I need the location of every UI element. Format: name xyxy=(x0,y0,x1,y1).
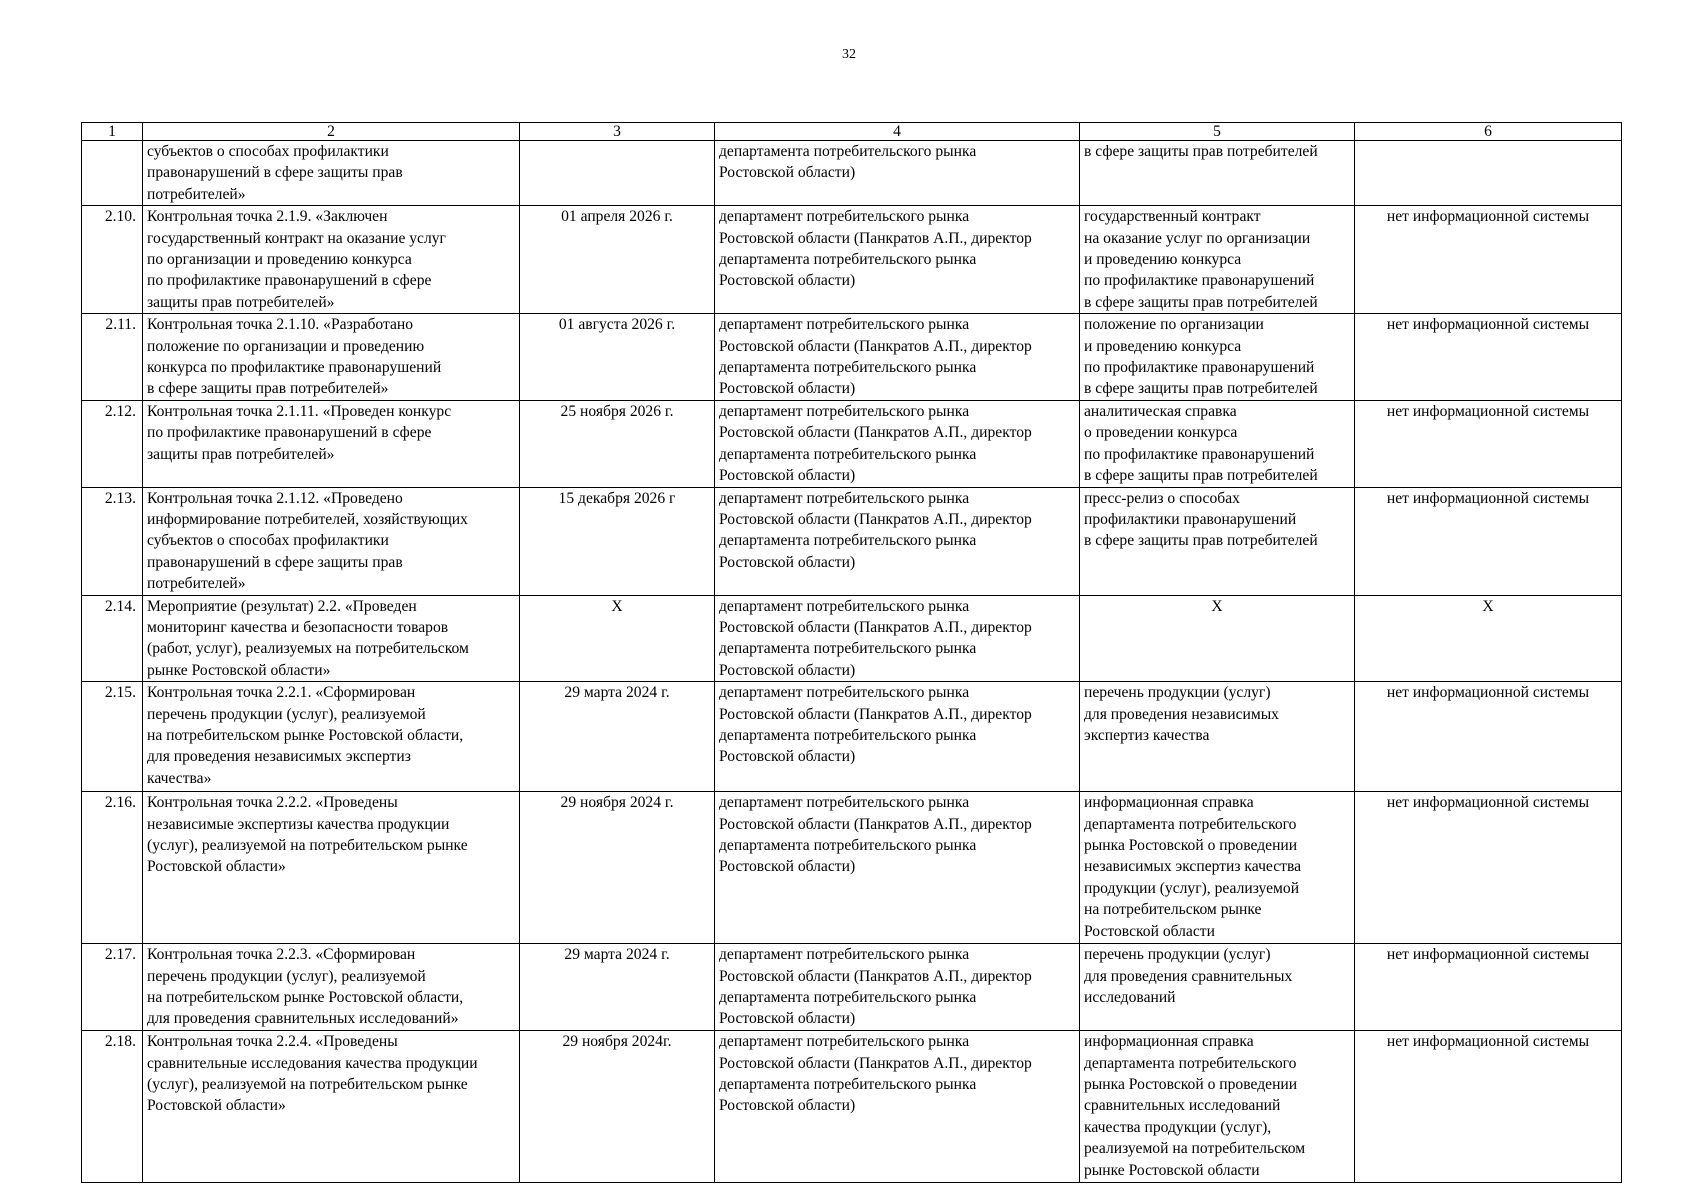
deadline-date-cell: 29 марта 2024 г. xyxy=(520,944,715,1031)
responsible-executor-cell: департамента потребительского рынка Ростовской области) xyxy=(715,141,1080,206)
row-number-cell: 2.17. xyxy=(82,944,143,1031)
table-row xyxy=(82,487,1622,595)
information-system-cell xyxy=(1355,141,1622,206)
deadline-date-cell xyxy=(520,141,715,206)
information-system-cell: нет информационной системы xyxy=(1355,1031,1622,1183)
information-system-cell: нет информационной системы xyxy=(1355,206,1622,314)
result-document-cell: положение по организации и проведению конкурса по профилактике правонарушений в сфере защиты прав потребителей xyxy=(1080,314,1355,401)
table-row xyxy=(82,792,1622,944)
information-system-cell: нет информационной системы xyxy=(1355,487,1622,595)
event-name-cell: Контрольная точка 2.1.10. «Разработано положение по организации и проведению конкурса по профилактике правонарушений в сфере защиты прав потребителей» xyxy=(143,314,520,401)
result-document-cell: в сфере защиты прав потребителей xyxy=(1080,141,1355,206)
deadline-date-cell: 25 ноября 2026 г. xyxy=(520,400,715,487)
responsible-executor-cell: департамент потребительского рынка Ростовской области (Панкратов А.П., директор департамента потребительского рынка Ростовской области) xyxy=(715,314,1080,401)
result-document-cell: аналитическая справка о проведении конкурса по профилактике правонарушений в сфере защиты прав потребителей xyxy=(1080,400,1355,487)
responsible-executor-cell: департамент потребительского рынка Ростовской области (Панкратов А.П., директор департамента потребительского рынка Ростовской области) xyxy=(715,682,1080,792)
row-number-cell: 2.15. xyxy=(82,682,143,792)
deadline-date-cell: 01 апреля 2026 г. xyxy=(520,206,715,314)
column-header: 3 xyxy=(520,123,715,141)
row-number-cell: 2.16. xyxy=(82,792,143,944)
event-name-cell: Мероприятие (результат) 2.2. «Проведен мониторинг качества и безопасности товаров (работ, услуг), реализуемых на потребительском рынке Ростовской области» xyxy=(143,595,520,682)
event-name-cell: Контрольная точка 2.2.4. «Проведены сравнительные исследования качества продукции (услуг), реализуемой на потребительском рынке Ростовской области» xyxy=(143,1031,520,1183)
result-document-cell: перечень продукции (услуг) для проведения независимых экспертиз качества xyxy=(1080,682,1355,792)
information-system-cell: Х xyxy=(1355,595,1622,682)
row-number-cell xyxy=(82,141,143,206)
table-row xyxy=(82,141,1622,206)
deadline-date-cell: 15 декабря 2026 г xyxy=(520,487,715,595)
event-name-cell: Контрольная точка 2.2.1. «Сформирован перечень продукции (услуг), реализуемой на потребительском рынке Ростовской области, для проведения независимых экспертиз качества» xyxy=(143,682,520,792)
deadline-date-cell: 29 марта 2024 г. xyxy=(520,682,715,792)
deadline-date-cell: 29 ноября 2024г. xyxy=(520,1031,715,1183)
table-row xyxy=(82,595,1622,682)
information-system-cell: нет информационной системы xyxy=(1355,944,1622,1031)
responsible-executor-cell: департамент потребительского рынка Ростовской области (Панкратов А.П., директор департамента потребительского рынка Ростовской области) xyxy=(715,487,1080,595)
result-document-cell: Х xyxy=(1080,595,1355,682)
column-header: 6 xyxy=(1355,123,1622,141)
column-header: 2 xyxy=(143,123,520,141)
result-document-cell: информационная справка департамента потребительского рынка Ростовской о проведении сравнительных исследований качества продукции (услуг), реализуемой на потребительском рынке Ростовской области xyxy=(1080,1031,1355,1183)
event-name-cell: субъектов о способах профилактики правонарушений в сфере защиты прав потребителей» xyxy=(143,141,520,206)
row-number-cell: 2.18. xyxy=(82,1031,143,1183)
table-row xyxy=(82,1031,1622,1183)
information-system-cell: нет информационной системы xyxy=(1355,792,1622,944)
header-row xyxy=(82,123,1622,141)
table-body xyxy=(82,123,1622,1183)
page-number: 32 xyxy=(842,47,856,62)
result-document-cell: пресс-релиз о способах профилактики правонарушений в сфере защиты прав потребителей xyxy=(1080,487,1355,595)
column-header: 5 xyxy=(1080,123,1355,141)
table-row xyxy=(82,206,1622,314)
deadline-date-cell: 01 августа 2026 г. xyxy=(520,314,715,401)
responsible-executor-cell: департамент потребительского рынка Ростовской области (Панкратов А.П., директор департамента потребительского рынка Ростовской области) xyxy=(715,206,1080,314)
row-number-cell: 2.13. xyxy=(82,487,143,595)
event-name-cell: Контрольная точка 2.1.12. «Проведено информирование потребителей, хозяйствующих субъектов о способах профилактики правонарушений в сфере защиты прав потребителей» xyxy=(143,487,520,595)
event-name-cell: Контрольная точка 2.1.9. «Заключен государственный контракт на оказание услуг по организации и проведению конкурса по профилактике правонарушений в сфере защиты прав потребителей» xyxy=(143,206,520,314)
row-number-cell: 2.14. xyxy=(82,595,143,682)
event-name-cell: Контрольная точка 2.2.3. «Сформирован перечень продукции (услуг), реализуемой на потребительском рынке Ростовской области, для проведения сравнительных исследований» xyxy=(143,944,520,1031)
deadline-date-cell: Х xyxy=(520,595,715,682)
result-document-cell: перечень продукции (услуг) для проведения сравнительных исследований xyxy=(1080,944,1355,1031)
event-name-cell: Контрольная точка 2.2.2. «Проведены независимые экспертизы качества продукции (услуг), реализуемой на потребительском рынке Ростовской области» xyxy=(143,792,520,944)
row-number-cell: 2.12. xyxy=(82,400,143,487)
result-document-cell: государственный контракт на оказание услуг по организации и проведению конкурса по профилактике правонарушений в сфере защиты прав потребителей xyxy=(1080,206,1355,314)
row-number-cell: 2.11. xyxy=(82,314,143,401)
responsible-executor-cell: департамент потребительского рынка Ростовской области (Панкратов А.П., директор департамента потребительского рынка Ростовской области) xyxy=(715,792,1080,944)
information-system-cell: нет информационной системы xyxy=(1355,400,1622,487)
column-header: 1 xyxy=(82,123,143,141)
control-points-table xyxy=(81,122,1622,1183)
table-row xyxy=(82,314,1622,401)
responsible-executor-cell: департамент потребительского рынка Ростовской области (Панкратов А.П., директор департамента потребительского рынка Ростовской области) xyxy=(715,595,1080,682)
responsible-executor-cell: департамент потребительского рынка Ростовской области (Панкратов А.П., директор департамента потребительского рынка Ростовской области) xyxy=(715,944,1080,1031)
event-name-cell: Контрольная точка 2.1.11. «Проведен конкурс по профилактике правонарушений в сфере защиты прав потребителей» xyxy=(143,400,520,487)
row-number-cell: 2.10. xyxy=(82,206,143,314)
responsible-executor-cell: департамент потребительского рынка Ростовской области (Панкратов А.П., директор департамента потребительского рынка Ростовской области) xyxy=(715,1031,1080,1183)
responsible-executor-cell: департамент потребительского рынка Ростовской области (Панкратов А.П., директор департамента потребительского рынка Ростовской области) xyxy=(715,400,1080,487)
result-document-cell: информационная справка департамента потребительского рынка Ростовской о проведении независимых экспертиз качества продукции (услуг), реализуемой на потребительском рынке Ростовской области xyxy=(1080,792,1355,944)
column-header: 4 xyxy=(715,123,1080,141)
information-system-cell: нет информационной системы xyxy=(1355,682,1622,792)
deadline-date-cell: 29 ноября 2024 г. xyxy=(520,792,715,944)
information-system-cell: нет информационной системы xyxy=(1355,314,1622,401)
table-row xyxy=(82,944,1622,1031)
table-row xyxy=(82,400,1622,487)
table-row xyxy=(82,682,1622,792)
